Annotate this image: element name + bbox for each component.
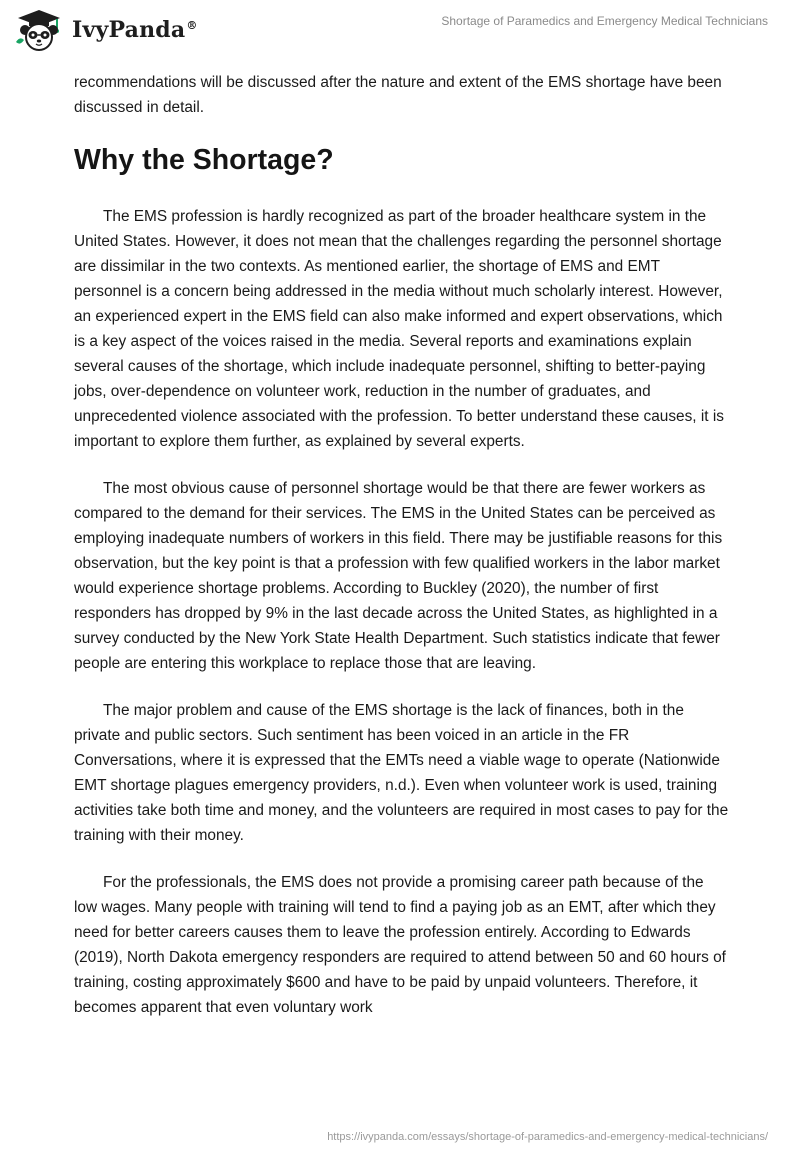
panda-mascot-icon xyxy=(12,8,66,52)
essay-body xyxy=(74,70,730,1042)
intro-paragraph: recommendations will be discussed after the nature and extent of the EMS shortage have been discussed in detail. xyxy=(74,74,722,116)
source-url[interactable]: https://ivypanda.com/essays/shortage-of-paramedics-and-emergency-medical-technicians/ xyxy=(327,1131,768,1143)
page-header xyxy=(0,0,800,60)
section-heading: Why the Shortage? xyxy=(74,144,334,176)
body-paragraph-2: The most obvious cause of personnel shortage would be that there are fewer workers as compared to the demand for their services. The EMS in the United States can be perceived as employing inadequate numbers of workers in this field. There may be justifiable reasons for this observation, but the key point is that a profession with few qualified workers in the labor market would experience shortage problems. According to Buckley (2020), the number of first responders has dropped by 9% in the last decade across the United States, as highlighted in a survey conducted by the New York State Health Department. Such statistics indicate that fewer people are entering this workplace to replace those that are leaving. xyxy=(74,480,723,672)
body-paragraph-3: The major problem and cause of the EMS shortage is the lack of finances, both in the private and public sectors. Such sentiment has been voiced in an article in the FR Conversations, where it is expressed that the EMTs need a viable wage to operate (Nationwide EMT shortage plagues emergency providers, n.d.). Even when volunteer work is used, training activities take both time and money, and the volunteers are required in most cases to pay for the training with their money. xyxy=(74,702,729,844)
ivypanda-logo[interactable] xyxy=(12,8,198,52)
document-title: Shortage of Paramedics and Emergency Medical Technicians xyxy=(441,14,768,28)
body-paragraph-4: For the professionals, the EMS does not provide a promising career path because of the low wages. Many people with training will tend to find a paying job as an EMT, after which they need for better careers causes them to leave the profession entirely. According to Edwards (2019), North Dakota emergency responders are required to attend between 50 and 60 hours of training, costing approximately $600 and have to be paid by unpaid volunteers. Therefore, it becomes apparent that even voluntary work xyxy=(74,874,726,1016)
body-paragraph-1: The EMS profession is hardly recognized as part of the broader healthcare system in the United States. However, it does not mean that the challenges regarding the personnel shortage are dissimilar in the two contexts. As mentioned earlier, the shortage of EMS and EMT personnel is a concern being addressed in the media without much scholarly interest. However, an experienced expert in the EMS field can also make informed and expert observations, which is a key aspect of the voices raised in the media. Several reports and examinations explain several causes of the shortage, which include inadequate personnel, shifting to better-paying jobs, over-dependence on volunteer work, reduction in the number of graduates, and unprecedented violence associated with the profession. To better understand these causes, it is important to explore them further, as explained by several experts. xyxy=(74,208,724,450)
logo-wordmark: IvyPanda® xyxy=(72,17,198,43)
